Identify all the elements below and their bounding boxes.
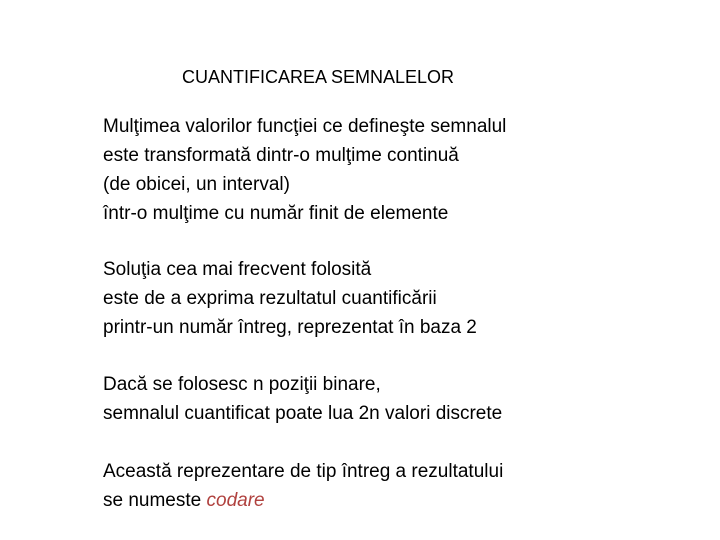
text-line: semnalul cuantificat poate lua 2n valori discrete: [103, 403, 503, 424]
text-line: Dacă se folosesc n poziţii binare,: [103, 374, 381, 395]
text-line: printr-un număr întreg, reprezentat în baza 2: [103, 317, 477, 338]
text-line-encoding: [103, 486, 503, 515]
text-line: Mulţimea valorilor funcţiei ce defineşte semnalul: [103, 116, 507, 137]
text-line-prefix: se numeste: [103, 490, 207, 511]
paragraph-frequent-solution: [103, 255, 477, 342]
emphasis-term-codare: codare: [206, 490, 265, 511]
text-line: Această reprezentare de tip întreg a rezultatului: [103, 461, 504, 482]
text-line: este de a exprima rezultatul cuantificării: [103, 288, 437, 309]
paragraph-encoding: [103, 457, 503, 515]
slide-title: CUANTIFICAREA SEMNALELOR: [182, 67, 455, 87]
paragraph-quantization-definition: [103, 112, 506, 228]
text-line: Soluţia cea mai frecvent folosită: [103, 259, 372, 280]
text-line: într-o mulţime cu număr finit de elemente: [103, 203, 449, 224]
paragraph-binary-positions: [103, 370, 502, 428]
text-line: este transformată dintr-o mulţime continuă: [103, 145, 459, 166]
text-line: (de obicei, un interval): [103, 174, 290, 195]
